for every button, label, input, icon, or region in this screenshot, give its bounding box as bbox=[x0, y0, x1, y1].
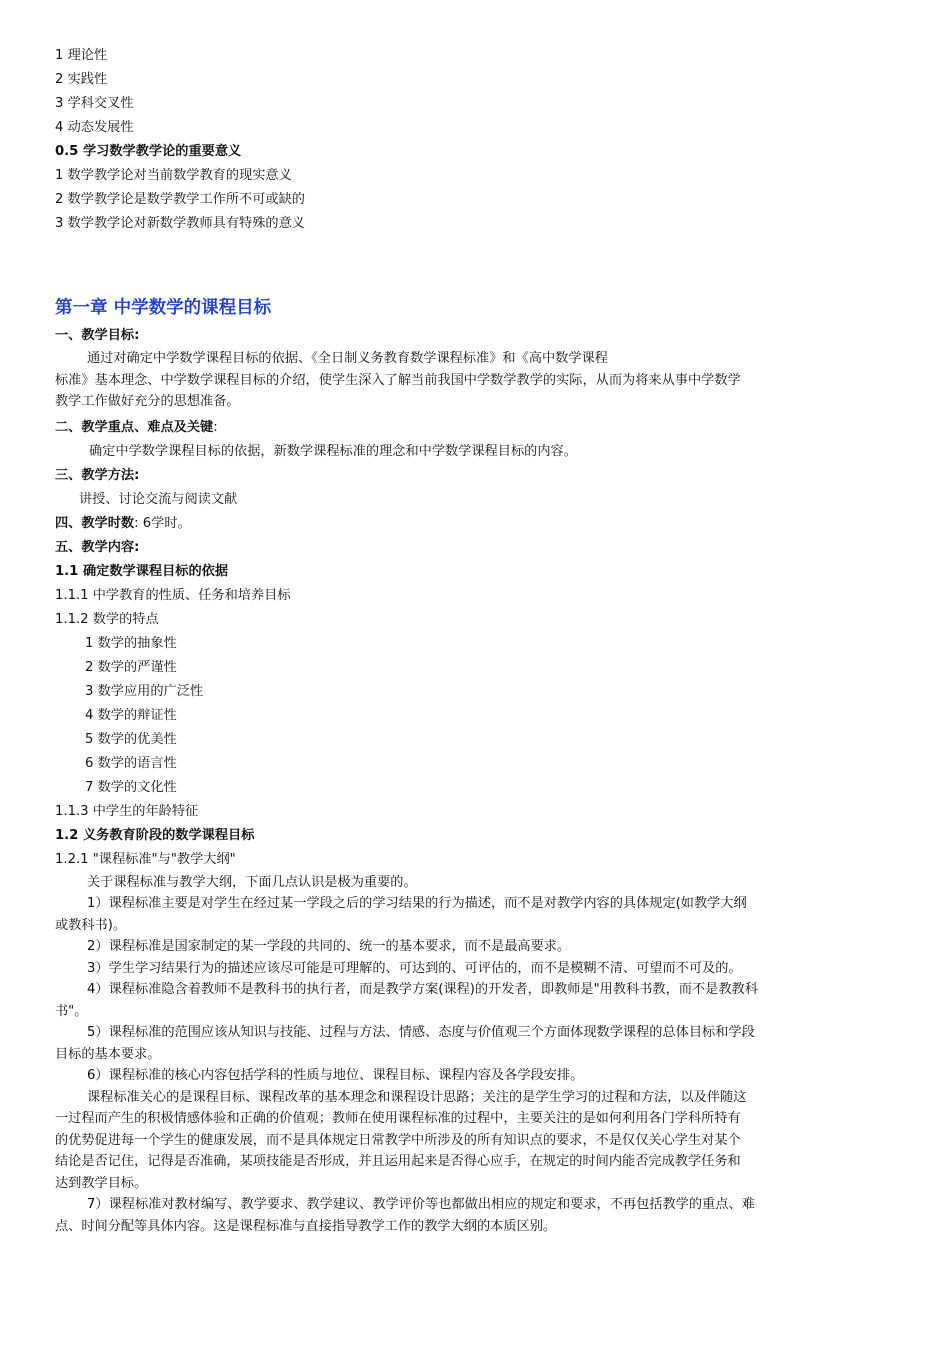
section-heading: 0.5 学习数学教学论的重要意义 bbox=[55, 144, 242, 159]
list-item: 2 数学教学论是数学教学工作所不可或缺的 bbox=[55, 192, 305, 207]
list-item: 3 数学教学论对新数学教师具有特殊的意义 bbox=[55, 216, 305, 231]
hours-text: : 6学时。 bbox=[134, 515, 191, 531]
hours-heading: 四、教学时数 bbox=[55, 515, 135, 531]
intro-item: 4 动态发展性 bbox=[55, 120, 134, 135]
intro-item: 2 实践性 bbox=[55, 72, 108, 87]
goal-heading: 一、教学目标: bbox=[55, 328, 140, 343]
list-item: 6 数学的语言性 bbox=[85, 755, 177, 771]
hours-line bbox=[55, 512, 905, 536]
point-line: 目标的基本要求。 bbox=[55, 1046, 161, 1062]
section-heading: 1.1 确定数学课程目标的依据 bbox=[55, 563, 229, 579]
list-item: 4 数学的辩证性 bbox=[85, 707, 177, 723]
point-line: 点、时间分配等具体内容。这是课程标准与直接指导教学工作的教学大纲的本质区别。 bbox=[55, 1218, 557, 1234]
list-item: 2 数学的严谨性 bbox=[85, 659, 177, 675]
document-page bbox=[55, 44, 905, 1237]
list-item: 1 数学的抽象性 bbox=[85, 635, 177, 651]
section-heading: 1.2 义务教育阶段的数学课程目标 bbox=[55, 827, 255, 843]
point-line: 4）课程标准隐含着教师不是教科书的执行者，而是教学方案(课程)的开发者，即教师是"用教科书教，而不是教教科 bbox=[87, 982, 758, 997]
list-item: 7 数学的文化性 bbox=[85, 779, 177, 795]
goal-text-line: 标准》基本理念、中学数学课程目标的介绍，使学生深入了解当前我国中学数学教学的实际，从而为将来从事中学数学 bbox=[55, 372, 741, 388]
point-line: 3）学生学习结果行为的描述应该尽可能是可理解的、可达到的、可评估的，而不是模糊不清、可望而不可及的。 bbox=[87, 960, 742, 976]
subsection-heading: 1.1.3 中学生的年龄特征 bbox=[55, 803, 199, 819]
point-line: 6）课程标准的核心内容包括学科的性质与地位、课程目标、课程内容及各学段安排。 bbox=[87, 1068, 584, 1083]
point-line: 或教科书)。 bbox=[55, 917, 127, 933]
point-line: 5）课程标准的范围应该从知识与技能、过程与方法、情感、态度与价值观三个方面体现数学课程的总体目标和学段 bbox=[87, 1025, 755, 1040]
point-line: 7）课程标准对教材编写、教学要求、教学建议、教学评价等也都做出相应的规定和要求，不再包括教学的重点、难 bbox=[87, 1197, 755, 1212]
intro-item: 3 学科交叉性 bbox=[55, 96, 134, 111]
content-heading: 五、教学内容: bbox=[55, 539, 140, 555]
point-line: 达到教学目标。 bbox=[55, 1175, 148, 1191]
chapter-title: 第一章 中学数学的课程目标 bbox=[55, 298, 272, 318]
point-line: 结论是否记住，记得是否准确，某项技能是否形成，并且运用起来是否得心应手，在规定的时间内能否完成教学任务和 bbox=[55, 1154, 741, 1169]
list-item: 5 数学的优美性 bbox=[85, 731, 177, 747]
list-item: 1 数学教学论对当前数学教育的现实意义 bbox=[55, 168, 292, 183]
intro-item: 1 理论性 bbox=[55, 48, 108, 63]
subsection-heading: 1.2.1 "课程标准"与"教学大纲" bbox=[55, 851, 236, 867]
list-item: 3 数学应用的广泛性 bbox=[85, 683, 204, 699]
focus-colon: : bbox=[213, 419, 218, 435]
focus-heading: 二、教学重点、难点及关键 bbox=[55, 419, 214, 435]
point-line: 2）课程标准是国家制定的某一学段的共同的、统一的基本要求，而不是最高要求。 bbox=[87, 939, 571, 954]
spacer bbox=[55, 236, 905, 294]
paragraph-lead: 关于课程标准与教学大纲，下面几点认识是极为重要的。 bbox=[87, 874, 417, 890]
goal-text-line: 通过对确定中学数学课程目标的依据、《全日制义务教育数学课程标准》和《高中数学课程 bbox=[87, 351, 608, 366]
focus-text: 确定中学数学课程目标的依据，新数学课程标准的理念和中学数学课程目标的内容。 bbox=[89, 443, 577, 459]
goal-text-line: 教学工作做好充分的思想准备。 bbox=[55, 394, 240, 409]
subsection-heading: 1.1.2 数学的特点 bbox=[55, 611, 159, 627]
subsection-heading: 1.1.1 中学教育的性质、任务和培养目标 bbox=[55, 587, 291, 603]
point-line: 的优势促进每一个学生的健康发展，而不是具体规定日常教学中所涉及的所有知识点的要求，不是仅仅关心学生对某个 bbox=[55, 1132, 741, 1148]
point-line: 课程标准关心的是课程目标、课程改革的基本理念和课程设计思路；关注的是学生学习的过程和方法，以及伴随这 bbox=[87, 1089, 747, 1105]
focus-line bbox=[55, 416, 905, 440]
method-text: 讲授、讨论交流与阅读文献 bbox=[79, 491, 238, 507]
point-line: 1）课程标准主要是对学生在经过某一学段之后的学习结果的行为描述，而不是对教学内容的具体规定(如教学大纲 bbox=[87, 896, 747, 911]
method-heading: 三、教学方法: bbox=[55, 467, 140, 483]
point-line: 一过程而产生的积极情感体验和正确的价值观；教师在使用课程标准的过程中，主要关注的是如何利用各门学科所特有 bbox=[55, 1111, 741, 1126]
point-line: 书"。 bbox=[55, 1003, 88, 1019]
